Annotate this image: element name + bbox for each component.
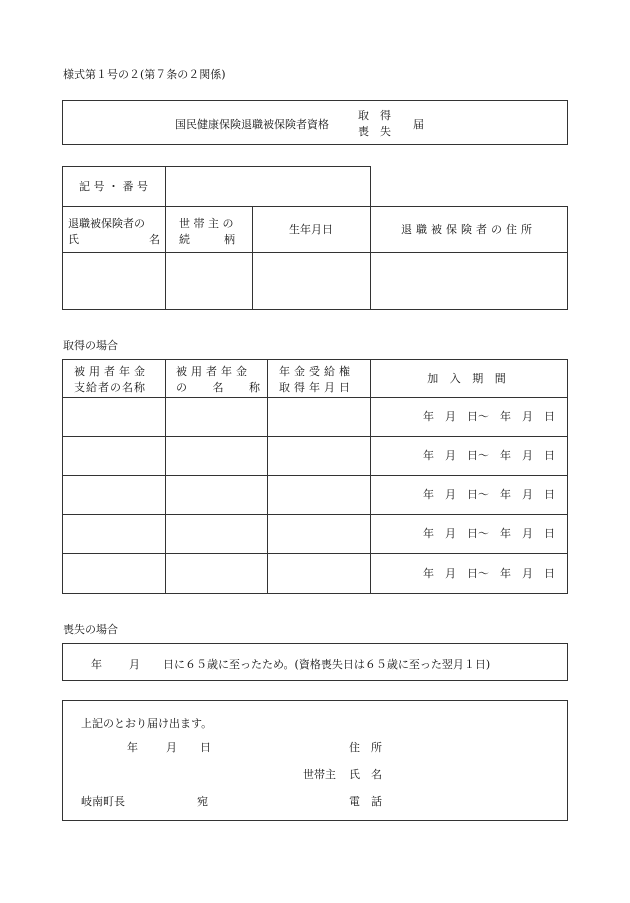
title-box	[62, 100, 568, 145]
entitlement-date-label	[279, 363, 354, 395]
pension-name-label-a: の	[176, 381, 187, 394]
submission-box	[62, 700, 568, 821]
loss-heading: 喪失の場合	[63, 623, 118, 636]
relation-field[interactable]	[166, 253, 251, 308]
entitlement-date-label-line1: 年金受給権	[279, 365, 354, 378]
pension-name-label-line1: 被用者年金	[176, 365, 251, 378]
enrollment-period-row-1[interactable]: 年 月 日～ 年 月 日	[423, 410, 555, 423]
birthdate-label: 生年月日	[289, 222, 333, 236]
birthdate-field[interactable]	[253, 253, 369, 308]
name-label: 氏 名	[349, 768, 382, 781]
enrollment-period-row-4[interactable]: 年 月 日～ 年 月 日	[423, 527, 555, 540]
relation-label	[179, 215, 239, 247]
title-kind-acquisition: 取 得	[358, 109, 391, 122]
acquisition-heading: 取得の場合	[63, 339, 118, 352]
relation-label-a: 続	[179, 233, 190, 246]
relation-label-b: 柄	[224, 233, 235, 246]
enrollment-period-row-3[interactable]: 年 月 日～ 年 月 日	[423, 488, 555, 501]
relation-label-line2	[179, 231, 239, 247]
entitlement-date-label-line2: 取得年月日	[279, 381, 354, 394]
enrollment-period-row-5[interactable]: 年 月 日～ 年 月 日	[423, 566, 555, 580]
pension-name-label-line2	[176, 379, 260, 395]
pension-name-label	[176, 363, 260, 395]
pension-provider-label-line2: 支給者の名称	[74, 381, 146, 394]
symbol-number-label: 記 号 ・ 番 号	[79, 179, 148, 193]
enrollment-period-row-2[interactable]: 年 月 日～ 年 月 日	[423, 449, 555, 462]
recipient-honorific: 宛	[197, 795, 208, 808]
form-number: 様式第１号の２(第７条の２関係)	[63, 68, 226, 81]
loss-text: 日に６５歳に至ったため。(資格喪失日は６５歳に至った翌月１日)	[163, 658, 491, 671]
date-month: 月	[166, 741, 177, 754]
household-head-label: 世帯主	[303, 768, 336, 781]
phone-label: 電 話	[349, 795, 382, 808]
title-suffix: 届	[413, 118, 424, 131]
date-day: 日	[200, 741, 211, 754]
date-year: 年	[127, 741, 138, 754]
submission-statement: 上記のとおり届け出ます。	[81, 717, 213, 730]
insured-name-label-a: 氏	[68, 233, 79, 246]
loss-box	[62, 643, 568, 681]
insured-name-label	[68, 215, 160, 247]
pension-name-label-c: 称	[249, 381, 260, 394]
insured-name-label-b: 名	[149, 233, 160, 246]
pension-provider-label	[74, 363, 149, 395]
relation-label-line1: 世 帯 主 の	[179, 217, 234, 230]
address-field[interactable]	[371, 253, 566, 308]
recipient: 岐南町長	[81, 795, 125, 808]
title-kind-loss: 喪 失	[358, 125, 391, 138]
form-title: 国民健康保険退職被保険者資格	[175, 118, 329, 131]
pension-provider-label-line1: 被用者年金	[74, 365, 149, 378]
symbol-number-field[interactable]	[166, 167, 370, 205]
insured-name-label-line1: 退職被保険者の	[68, 217, 145, 230]
insured-name-label-line2	[68, 231, 160, 247]
insured-name-field[interactable]	[63, 253, 164, 308]
loss-month: 月	[129, 658, 140, 671]
loss-year: 年	[91, 658, 102, 671]
pension-name-label-b: 名	[212, 381, 224, 394]
address-label: 住 所	[349, 741, 382, 754]
address-label: 退職被保険者の住所	[401, 222, 536, 236]
enrollment-period-label: 加 入 期 間	[427, 371, 510, 385]
